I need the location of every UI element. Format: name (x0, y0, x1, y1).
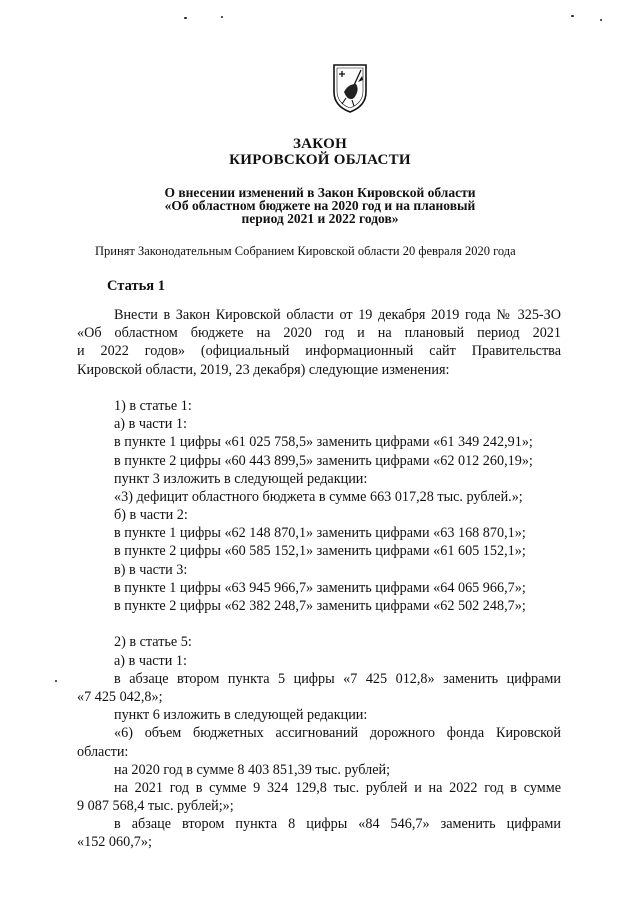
intro-line: «Об областном бюджете на 2020 год и на плановый период 2021 (77, 325, 561, 342)
section2-line: пункт 6 изложить в следующей редакции: (114, 707, 368, 724)
section2-line: в абзаце втором пункта 8 цифры «84 546,7» заменить цифрами (114, 816, 561, 833)
section2-line: «7 425 042,8»; (77, 688, 163, 705)
section1-line: 1) в статье 1: (114, 397, 192, 414)
section2-line: в абзаце втором пункта 5 цифры «7 425 012,8» заменить цифрами (114, 670, 561, 687)
intro-line: и 2022 годов» (официальный информационный сайт Правительства (77, 343, 561, 360)
section2-line: 2) в статье 5: (114, 634, 192, 651)
article-heading: Статья 1 (107, 278, 165, 294)
section1-line: в пункте 2 цифры «60 585 152,1» заменить цифрами «61 605 152,1»; (114, 543, 526, 560)
law-title-line2: КИРОВСКОЙ ОБЛАСТИ (229, 152, 411, 168)
subtitle-line: «Об областном бюджете на 2020 год и на плановый (164, 198, 476, 213)
section1-line: б) в части 2: (114, 507, 188, 524)
section1-line: в) в части 3: (114, 561, 188, 578)
section1-line: пункт 3 изложить в следующей редакции: (114, 470, 368, 487)
paragraph-gap (77, 379, 561, 397)
scan-speck (221, 16, 223, 18)
subtitle-line: период 2021 и 2022 годов» (241, 211, 399, 226)
law-title-line1: ЗАКОН (292, 136, 348, 152)
section1-line: в пункте 1 цифры «62 148 870,1» заменить цифрами «63 168 870,1»; (114, 525, 526, 542)
section2-line: области: (77, 743, 129, 760)
coat-of-arms-icon (330, 62, 370, 114)
intro-line: Кировской области, 2019, 23 декабря) следующие изменения: (77, 361, 450, 378)
scan-speck (600, 19, 602, 21)
section1-line: в пункте 2 цифры «60 443 899,5» заменить цифрами «62 012 260,19»; (114, 452, 533, 469)
section2-line: а) в части 1: (114, 652, 187, 669)
section1-line: в пункте 1 цифры «61 025 758,5» заменить цифрами «61 349 242,91»; (114, 434, 533, 451)
adoption-note: Принят Законодательным Собранием Кировской области 20 февраля 2020 года (95, 244, 516, 258)
scan-speck (184, 17, 187, 19)
law-subtitle (0, 186, 640, 225)
scan-speck (571, 15, 574, 17)
paragraph-gap (77, 615, 561, 633)
subtitle-line: О внесении изменений в Закон Кировской области (164, 185, 476, 200)
intro-line: Внести в Закон Кировской области от 19 декабря 2019 года № 325-ЗО (114, 307, 561, 323)
section2-line: «152 060,7»; (77, 834, 152, 851)
section1-line: в пункте 1 цифры «63 945 966,7» заменить цифрами «64 065 966,7»; (114, 579, 526, 596)
section2-line: 9 087 568,4 тыс. рублей;»; (77, 798, 234, 815)
section2-line: «6) объем бюджетных ассигнований дорожного фонда Кировской (114, 725, 561, 742)
section1-line: в пункте 2 цифры «62 382 248,7» заменить цифрами «62 502 248,7»; (114, 598, 526, 614)
section2-line: на 2021 год в сумме 9 324 129,8 тыс. рублей и на 2022 год в сумме (114, 779, 561, 796)
article-body (77, 306, 561, 852)
scan-speck (55, 680, 57, 682)
section2-line: на 2020 год в сумме 8 403 851,39 тыс. рублей; (114, 761, 391, 778)
section1-line: а) в части 1: (114, 416, 187, 433)
section1-line: «3) дефицит областного бюджета в сумме 663 017,28 тыс. рублей.»; (114, 488, 523, 505)
